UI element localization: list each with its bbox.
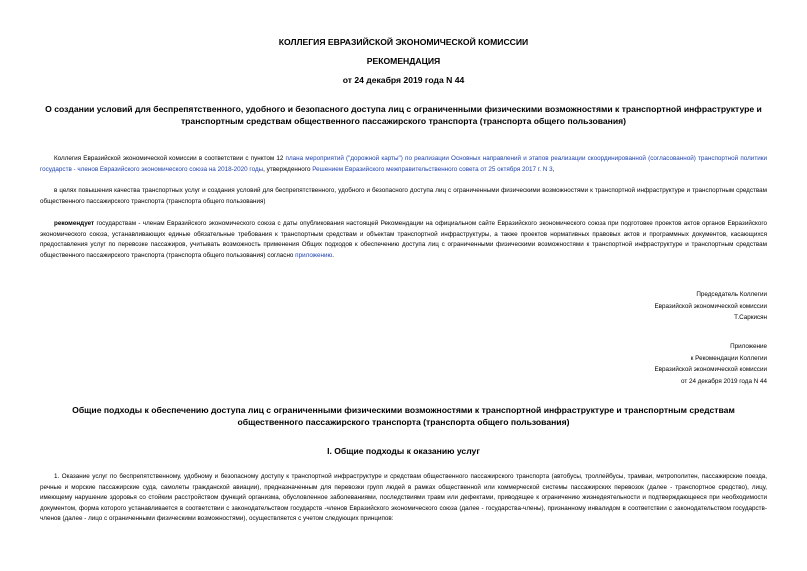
council-decision-link[interactable]: Решением Евразийского межправительственного совета от 25 октября 2017 г. N 3 (312, 165, 553, 173)
signature-block (567, 289, 767, 324)
paragraph-recommends (40, 219, 767, 261)
signature-organization: Евразийской экономической комиссии (654, 302, 767, 310)
annex-reference-block (567, 341, 767, 387)
annex-date: от 24 декабря 2019 года N 44 (680, 377, 767, 385)
document-date-heading: от 24 декабря 2019 года N 44 (342, 75, 465, 85)
annex-to-recommendation: к Рекомендации Коллегии (690, 354, 767, 362)
recommends-keyword: рекомендует (54, 220, 95, 227)
organization-heading: КОЛЛЕГИЯ ЕВРАЗИЙСКОЙ ЭКОНОМИЧЕСКОЙ КОМИССИИ (278, 37, 529, 47)
annex-link[interactable]: приложению (295, 251, 333, 259)
preamble-text-start: Коллегия Евразийской экономической комиссии в соответствии с пунктом 12 (54, 155, 286, 162)
preamble-text-mid: , утвержденного (263, 165, 313, 173)
paragraph-preamble (40, 154, 767, 175)
document-title: О создании условий для беспрепятственного, удобного и безопасного доступа лиц с ограниченными физическими возможностями к транспортной инфраструктуре и транспортным средствам общественного пассажирского транспорта (транспорта общего пользования) (45, 104, 762, 126)
annex-title: Общие подходы к обеспечению доступа лиц с ограниченными физическими возможностями к транспортной инфраструктуре и транспортным средствам общественного пассажирского транспорта (транспорта общего пользования) (72, 405, 735, 427)
paragraph-purpose: в целях повышения качества транспортных услуг и создания условий для беспрепятственного, удобного и безопасного доступа лиц с ограниченными физическими возможностями к транспортной инфраструктуре и транспортным средствам общественного пассажирского транспорта (транспорта общего пользования) (40, 187, 767, 205)
section-heading: I. Общие подходы к оказанию услуг (327, 446, 480, 456)
signature-name: Т.Саркисян (734, 314, 767, 321)
signature-position: Председатель Коллегии (696, 291, 767, 298)
annex-label: Приложение (730, 343, 767, 350)
preamble-text-end: , (552, 165, 555, 173)
annex-paragraph-1: 1. Оказание услуг по беспрепятственному, удобному и безопасному доступу к транспортной инфраструктуре и средствам общественного пассажирского транспорта (автобусы, троллейбусы, трамваи, метрополитен, пассажирские поезда, речные и морские пассажирские суда, самолеты гражданской авиации), предназначенным для перевозки групп людей в рамках общественной или коммерческой системы пассажирских перевозок (далее - транспортное средство), лицу, имеющему нарушение здоровья со стойким расстройством функций организма, обусловленное заболеваниями, последствиями травм или дефектами, приводящее к ограничению жизнедеятельности и подтверждающееся при необходимости документом, форма которого устанавливается в соответствии с законодательством государств -членов Евразийского экономического союза (далее - государства-члены), признанному инвалидом в соответствии с законодательством государств-членов (далее - лицо с ограниченными физическими возможностями), осуществляется с учетом следующих принципов: (40, 473, 767, 522)
roadmap-link[interactable]: плана мероприятий ("дорожной карты") по реализации Основных направлений и этапов реализации скоординированной (согласованной) транспортной политики государств - членов Евразийского экономического союза на 2018-2020 годы (40, 155, 767, 173)
recommends-end: . (332, 251, 334, 259)
annex-organization: Евразийской экономической комиссии (654, 366, 767, 373)
recommends-text: государствам - членам Евразийского экономического союза с даты опубликования настоящей Рекомендации на официальном сайте Евразийского экономического союза при подготовке проектов актов органов Евразийского экономического союза, устанавливающих единые обязательные требования к транспортным средствам и объектам транспортной инфраструктуры, а также проектов нормативных правовых актов и программных документов, касающихся предоставления услуг по перевозке пассажиров, учитывать возможность применения Общих подходов к обеспечению доступа лиц с ограниченными физическими возможностями к транспортной инфраструктуре и транспортным средствам общественного пассажирского транспорта (транспорта общего пользования) согласно (40, 220, 767, 259)
document-type-heading: РЕКОМЕНДАЦИЯ (366, 56, 441, 66)
